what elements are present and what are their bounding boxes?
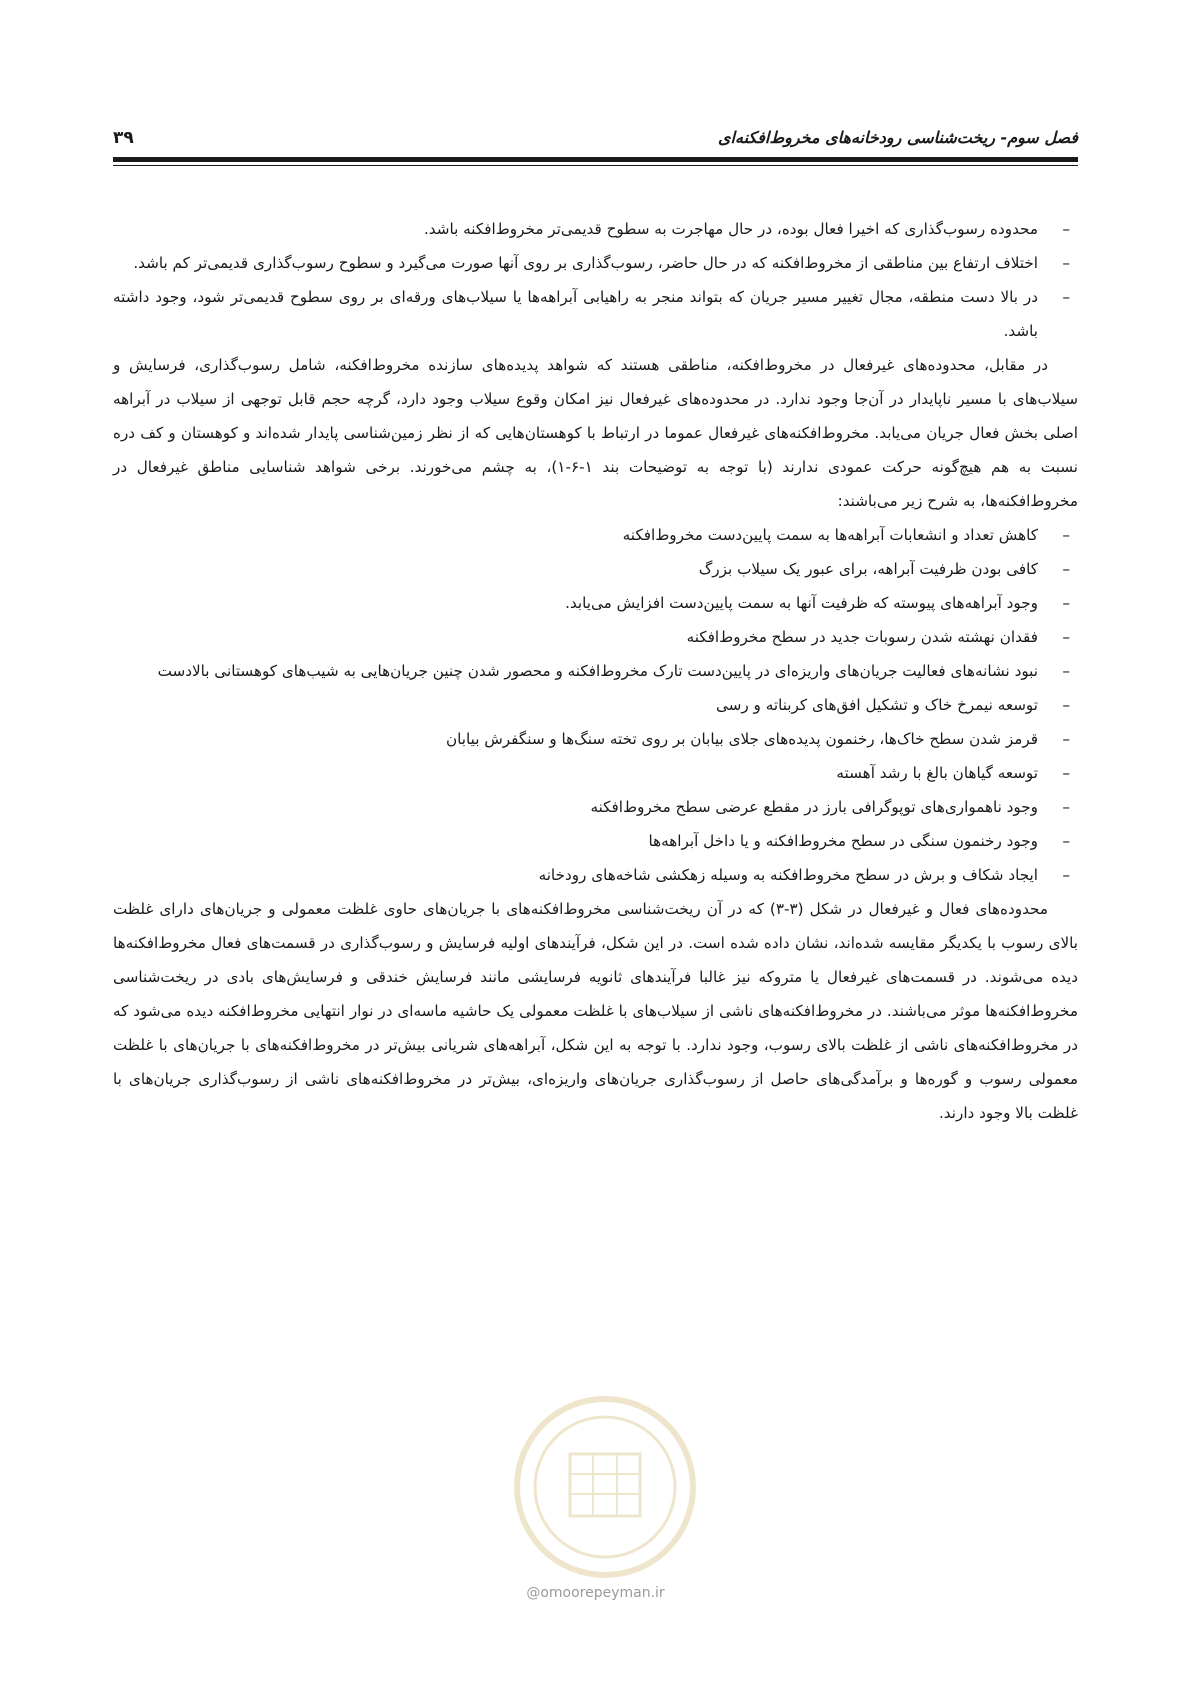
list-item — [113, 518, 1078, 552]
list-item-text: توسعه گیاهان بالغ با رشد آهسته — [836, 764, 1038, 782]
list-item — [113, 280, 1078, 348]
chapter-title: فصل سوم- ریخت‌شناسی رودخانه‌های مخروط‌افکنه‌ای — [718, 128, 1078, 147]
list-item-text: قرمز شدن سطح خاک‌ها، رخنمون پدیده‌های جلای بیابان بر روی تخته سنگ‌ها و سنگفرش بیابان — [445, 730, 1038, 748]
list-item-text: فقدان نهشته شدن رسوبات جدید در سطح مخروط‌افکنه — [686, 628, 1038, 646]
list-item — [113, 212, 1078, 246]
list-item-text: کاهش تعداد و انشعابات آبراهه‌ها به سمت پایین‌دست مخروط‌افکنه — [622, 526, 1038, 544]
list-item-text: ایجاد شکاف و برش در سطح مخروط‌افکنه به وسیله زهکشی شاخه‌های رودخانه — [538, 866, 1038, 884]
dash-bullet: – — [1062, 866, 1070, 884]
list-item — [113, 858, 1078, 892]
paragraph-figure-discussion: محدوده‌های فعال و غیرفعال در شکل (۳-۳) که در آن ریخت‌شناسی مخروط‌افکنه‌های با جریان‌های حاوی غلظت معمولی و جریان‌های دارای غلظت بالای رسوب با یکدیگر مقایسه شده‌اند، نشان داده شده است. در این شکل، فرآیندهای اولیه فرسایش و رسوب‌گذاری در قسمت‌های فعال مخروط‌افکنه‌ها دیده می‌شوند. در قسمت‌های غیرفعال یا متروکه نیز غالبا فرآیندهای ثانویه فرسایشی مانند فرسایش خندقی و فرسایش‌های بادی در ریخت‌شناسی مخروط‌افکنه‌ها موثر می‌باشند. در مخروط‌افکنه‌های ناشی از سیلاب‌های با غلظت معمولی یک حاشیه ماسه‌ای در نوار انتهایی مخروط‌افکنه دیده می‌شود که در مخروط‌افکنه‌های ناشی از غلظت بالای رسوب، وجود ندارد. با توجه به این شکل، آبراهه‌های شریانی بیش‌تر در مخروط‌افکنه‌های با جریان‌های با غلظت معمولی رسوب و گوره‌ها و برآمدگی‌های حاصل از رسوب‌گذاری جریان‌های واریزه‌ای، بیش‌تر در مخروط‌افکنه‌های ناشی از رسوب‌گذاری جریان‌های با غلظت بالا وجود دارند. — [113, 900, 1078, 1122]
list-item-text: اختلاف ارتفاع بین مناطقی از مخروط‌افکنه که در حال حاضر، رسوب‌گذاری بر روی آنها صورت می‌گیرد و سطوح رسوب‌گذاری قدیمی‌تر کم باشد. — [133, 254, 1038, 272]
dash-bullet: – — [1062, 254, 1070, 272]
body-content — [113, 212, 1078, 1130]
dash-bullet: – — [1062, 798, 1070, 816]
list-item — [113, 586, 1078, 620]
dash-bullet: – — [1062, 594, 1070, 612]
header-rule-thick — [113, 157, 1078, 162]
inactive-zone-evidence-list — [113, 518, 1078, 892]
dash-bullet: – — [1062, 662, 1070, 680]
dash-bullet: – — [1062, 560, 1070, 578]
running-header — [113, 125, 1078, 155]
list-item-text: کافی بودن ظرفیت آبراهه، برای عبور یک سیلاب بزرگ — [698, 560, 1038, 578]
list-item — [113, 654, 1078, 688]
list-item — [113, 620, 1078, 654]
active-zone-conditions-list — [113, 212, 1078, 348]
header-rule-thin — [113, 165, 1078, 166]
list-item — [113, 790, 1078, 824]
list-item-text: وجود رخنمون سنگی در سطح مخروط‌افکنه و یا داخل آبراهه‌ها — [648, 832, 1038, 850]
list-item — [113, 756, 1078, 790]
dash-bullet: – — [1062, 696, 1070, 714]
watermark-url: @omoorepeyman.ir — [526, 1585, 665, 1601]
list-item-text: توسعه نیمرخ خاک و تشکیل افق‌های کربناته و رسی — [716, 696, 1038, 714]
list-item-text: نبود نشانه‌های فعالیت جریان‌های واریزه‌ای در پایین‌دست تارک مخروط‌افکنه و محصور شدن چنین جریان‌هایی به شیب‌های کوهستانی بالادست — [157, 662, 1038, 680]
dash-bullet: – — [1062, 764, 1070, 782]
dash-bullet: – — [1062, 832, 1070, 850]
list-item-text: وجود آبراهه‌های پیوسته که ظرفیت آنها به سمت پایین‌دست افزایش می‌یابد. — [565, 594, 1038, 612]
list-item — [113, 824, 1078, 858]
list-item-text: محدوده رسوب‌گذاری که اخیرا فعال بوده، در حال مهاجرت به سطوح قدیمی‌تر مخروط‌افکنه باشد. — [423, 220, 1038, 238]
dash-bullet: – — [1062, 220, 1070, 238]
list-item-text: وجود ناهمواری‌های توپوگرافی بارز در مقطع عرضی سطح مخروط‌افکنه — [590, 798, 1038, 816]
list-item — [113, 552, 1078, 586]
watermark-seal-logo — [510, 1392, 700, 1582]
page-number: ۳۹ — [113, 128, 134, 148]
dash-bullet: – — [1062, 628, 1070, 646]
paragraph-inactive-zones: در مقابل، محدوده‌های غیرفعال در مخروط‌افکنه، مناطقی هستند که شواهد پدیده‌های سازنده مخروط‌افکنه، شامل رسوب‌گذاری، فرسایش و سیلاب‌های با مسیر ناپایدار در آن‌جا وجود ندارد. در محدوده‌های غیرفعال نیز امکان وقوع سیلاب وجود دارد، گرچه حجم قابل توجهی از سیلاب در آبراهه اصلی بخش فعال جریان می‌یابد. مخروط‌افکنه‌های غیرفعال عموما در ارتباط با کوهستان‌هایی که از نظر زمین‌شناسی پایدار شده‌اند و کوهستان و کف دره نسبت به هم هیچ‌گونه حرکت عمودی ندارند (با توجه به توضیحات بند ۱-۶-۱)، به چشم می‌خورند. برخی شواهد شناسایی مناطق غیرفعال در مخروط‌افکنه‌ها، به شرح زیر می‌باشند: — [113, 356, 1078, 510]
list-item-text: در بالا دست منطقه، مجال تغییر مسیر جریان که بتواند منجر به راهیابی آبراهه‌ها یا سیلاب‌های ورقه‌ای بر روی سطوح قدیمی‌تر شود، وجود داشته باشد. — [113, 288, 1038, 340]
list-item — [113, 688, 1078, 722]
dash-bullet: – — [1062, 526, 1070, 544]
list-item — [113, 246, 1078, 280]
dash-bullet: – — [1062, 288, 1070, 306]
list-item — [113, 722, 1078, 756]
dash-bullet: – — [1062, 730, 1070, 748]
